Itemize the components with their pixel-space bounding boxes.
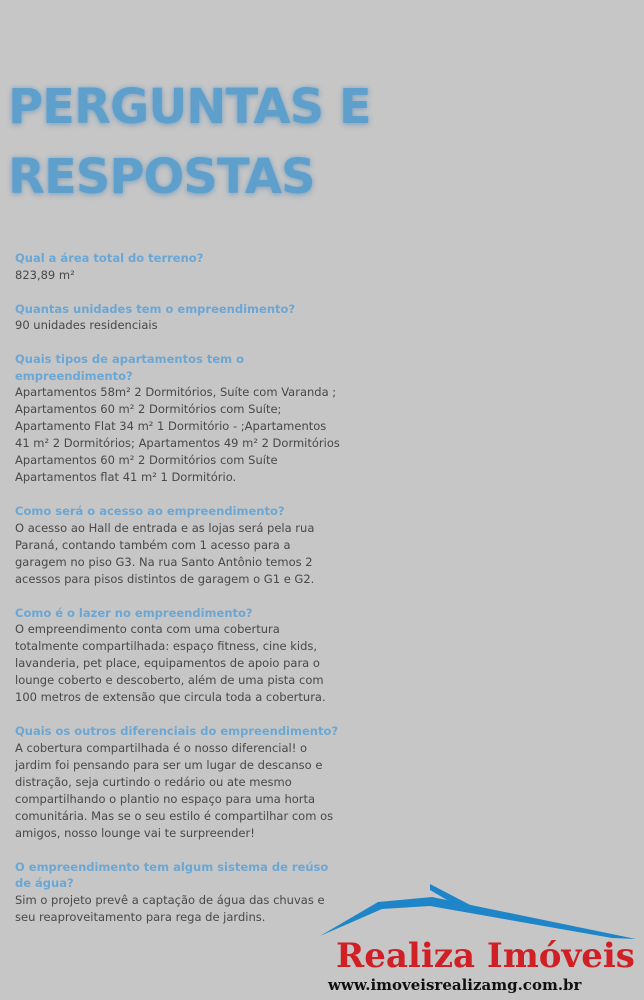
faq-question: Qual a área total do terreno? [15, 251, 204, 265]
faq-item [15, 503, 340, 588]
roof-shape [320, 897, 636, 939]
faq-question: Quantas unidades tem o empreendimento? [15, 301, 296, 316]
brand-name: Realiza Imóveis [336, 936, 635, 976]
faq-answer: Apartamentos 58m² 2 Dormitórios, Suíte com Varanda ; Apartamentos 60 m² 2 Dormitórios com Suíte; Apartamento Flat 34 m² 1 Dormitório - ;Apartamentos 41 m² 2 Dormitórios; Apartamentos 49 m² 2 Dormitórios Apartamentos 60 m² 2 Dormitórios com Suíte Apartamentos flat 41 m² 1 Dormitório. [15, 385, 340, 484]
realiza-imoveis-logo [320, 882, 640, 1000]
faq-item [15, 859, 340, 926]
faq-question: Quais tipos de apartamentos tem o empreendimento? [15, 352, 245, 383]
page-title-line-2: RESPOSTAS [8, 149, 315, 205]
faq-item [15, 723, 340, 842]
faq-question: Como é o lazer no empreendimento? [15, 605, 253, 620]
faq-item [15, 351, 340, 486]
faq-answer: O acesso ao Hall de entrada e as lojas será pela rua Paraná, contando também com 1 acesso para a garagem no piso G3. Na rua Santo Antônio temos 2 acessos para pisos distintos de garagem o G1 e G2. [15, 520, 315, 586]
page-title-line-1: PERGUNTAS E [8, 79, 371, 135]
faq-item [15, 250, 340, 284]
faq-answer: 90 unidades residenciais [15, 318, 158, 332]
faq-question: Como será o acesso ao empreendimento? [15, 504, 285, 518]
faq-question: Quais os outros diferenciais do empreendimento? [15, 724, 339, 738]
faq-answer: A cobertura compartilhada é o nosso diferencial! o jardim foi pensando para ser um lugar de descanso e distração, seja curtindo o redário ou ate mesmo compartilhando o plantio no espaço para uma horta comunitária. Mas se o seu estilo é compartilhar com os amigos, nosso lounge vai te surpreender! [15, 740, 334, 840]
faq-item [15, 301, 340, 335]
faq-list [15, 250, 340, 943]
faq-answer: O empreendimento conta com uma cobertura totalmente compartilhada: espaço fitness, cine kids, lavanderia, pet place, equipamentos de apoio para o lounge coberto e descoberto, além de uma pista com 100 metros de extensão que circula toda a cobertura. [15, 622, 326, 704]
page-title [8, 72, 371, 212]
faq-question: O empreendimento tem algum sistema de reúso de água? [15, 859, 329, 890]
website-url: www.imoveisrealizamg.com.br [328, 976, 582, 994]
faq-item [15, 605, 340, 707]
faq-answer: Sim o projeto prevê a captação de água das chuvas e seu reaproveitamento para rega de jardins. [15, 892, 325, 924]
faq-answer: 823,89 m² [15, 267, 75, 282]
